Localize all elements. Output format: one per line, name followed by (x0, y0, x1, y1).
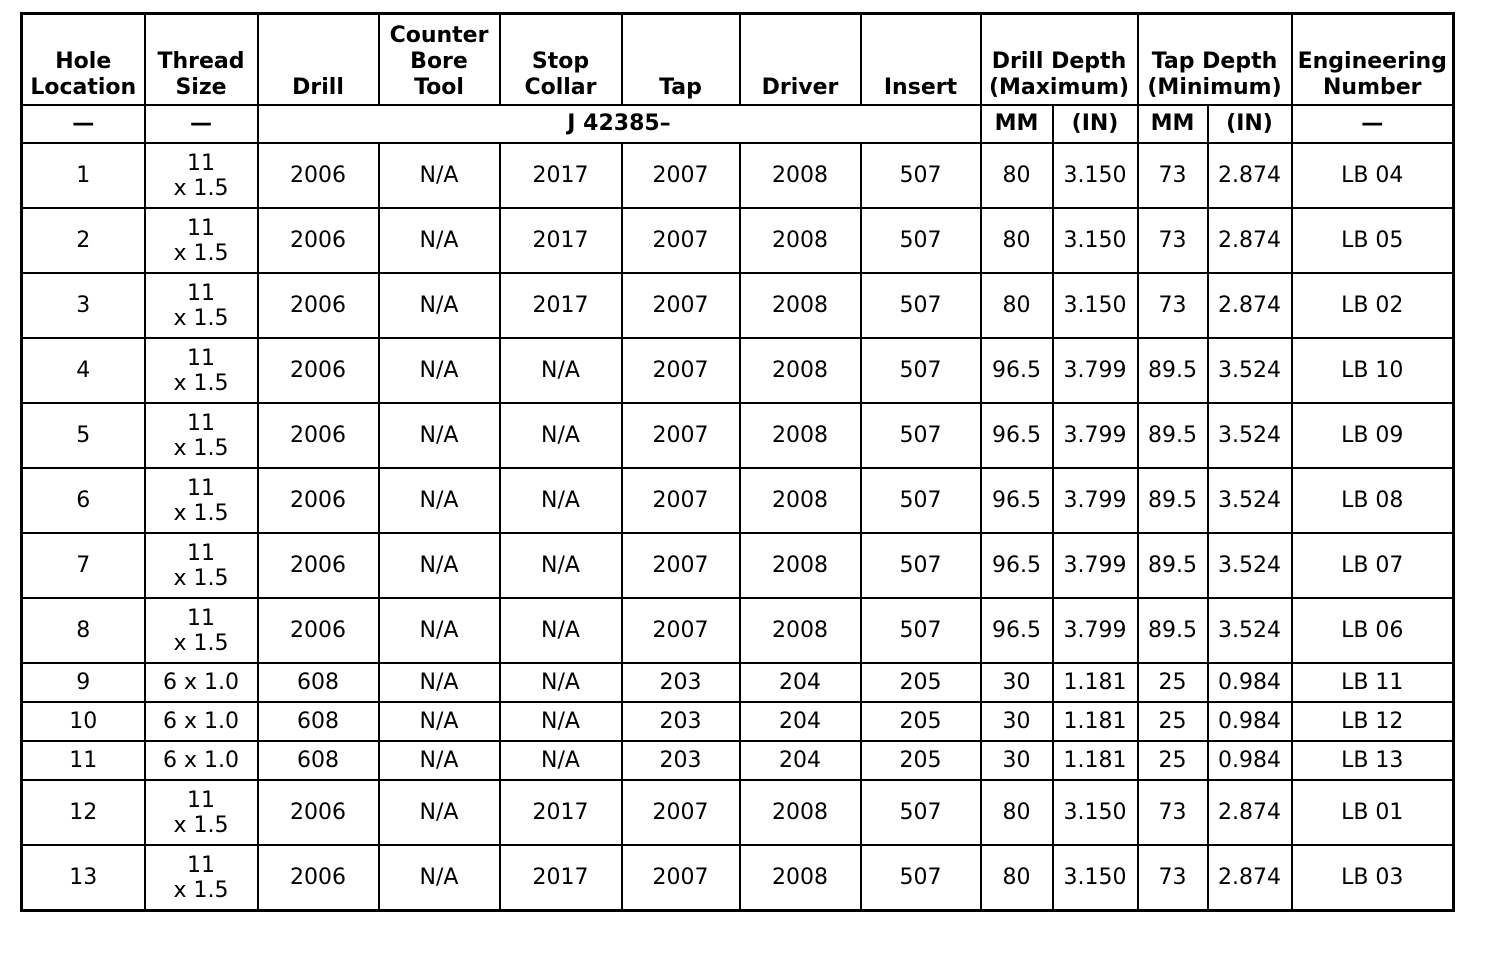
cell-tap-depth-in: 3.524 (1208, 403, 1292, 468)
cell-insert: 507 (861, 338, 981, 403)
subheader-row (22, 105, 1454, 143)
header-drill: Drill (258, 14, 379, 106)
cell-insert: 507 (861, 468, 981, 533)
cell-drill-depth-in: 3.150 (1053, 143, 1138, 208)
cell-thread-size: 11 x 1.5 (145, 338, 258, 403)
cell-drill: 2006 (258, 533, 379, 598)
cell-counter-bore-tool: N/A (379, 741, 500, 780)
cell-engineering-number: LB 11 (1292, 663, 1454, 702)
cell-tap: 203 (622, 663, 740, 702)
cell-drill-depth-in: 1.181 (1053, 702, 1138, 741)
cell-drill-depth-in: 3.150 (1053, 780, 1138, 845)
cell-hole-location: 4 (22, 338, 145, 403)
cell-counter-bore-tool: N/A (379, 208, 500, 273)
cell-stop-collar: 2017 (500, 143, 622, 208)
cell-counter-bore-tool: N/A (379, 598, 500, 663)
cell-engineering-number: LB 10 (1292, 338, 1454, 403)
cell-tap-depth-in: 3.524 (1208, 468, 1292, 533)
header-counter-bore-tool: Counter Bore Tool (379, 14, 500, 106)
cell-counter-bore-tool: N/A (379, 273, 500, 338)
cell-hole-location: 3 (22, 273, 145, 338)
cell-drill: 608 (258, 702, 379, 741)
cell-drill-depth-mm: 96.5 (981, 533, 1053, 598)
cell-tap: 2007 (622, 403, 740, 468)
table-row (22, 208, 1454, 273)
cell-hole-location: 10 (22, 702, 145, 741)
cell-driver: 2008 (740, 403, 861, 468)
cell-drill-depth-in: 3.150 (1053, 208, 1138, 273)
cell-counter-bore-tool: N/A (379, 845, 500, 911)
subheader-tap-mm: MM (1138, 105, 1208, 143)
cell-driver: 2008 (740, 533, 861, 598)
cell-counter-bore-tool: N/A (379, 338, 500, 403)
cell-tap-depth-mm: 89.5 (1138, 403, 1208, 468)
cell-insert: 507 (861, 533, 981, 598)
subheader-thread-size: — (145, 105, 258, 143)
cell-driver: 2008 (740, 208, 861, 273)
cell-counter-bore-tool: N/A (379, 780, 500, 845)
cell-tap-depth-mm: 73 (1138, 845, 1208, 911)
cell-tap-depth-in: 2.874 (1208, 780, 1292, 845)
cell-drill-depth-in: 3.799 (1053, 533, 1138, 598)
cell-drill-depth-mm: 96.5 (981, 403, 1053, 468)
cell-drill-depth-mm: 80 (981, 273, 1053, 338)
cell-counter-bore-tool: N/A (379, 468, 500, 533)
cell-insert: 507 (861, 598, 981, 663)
header-tap-depth: Tap Depth (Minimum) (1138, 14, 1292, 106)
cell-drill-depth-in: 3.799 (1053, 338, 1138, 403)
cell-thread-size: 11 x 1.5 (145, 468, 258, 533)
cell-tap-depth-in: 0.984 (1208, 741, 1292, 780)
cell-tap: 2007 (622, 143, 740, 208)
cell-drill: 2006 (258, 780, 379, 845)
cell-drill-depth-in: 3.799 (1053, 468, 1138, 533)
cell-hole-location: 7 (22, 533, 145, 598)
cell-insert: 205 (861, 663, 981, 702)
cell-hole-location: 8 (22, 598, 145, 663)
cell-insert: 507 (861, 208, 981, 273)
cell-hole-location: 12 (22, 780, 145, 845)
cell-engineering-number: LB 01 (1292, 780, 1454, 845)
cell-thread-size: 11 x 1.5 (145, 845, 258, 911)
cell-counter-bore-tool: N/A (379, 143, 500, 208)
cell-driver: 204 (740, 741, 861, 780)
cell-tap-depth-in: 0.984 (1208, 663, 1292, 702)
cell-driver: 2008 (740, 845, 861, 911)
header-row (22, 14, 1454, 106)
cell-counter-bore-tool: N/A (379, 702, 500, 741)
cell-engineering-number: LB 02 (1292, 273, 1454, 338)
cell-driver: 2008 (740, 273, 861, 338)
cell-tap-depth-mm: 73 (1138, 273, 1208, 338)
cell-tap-depth-mm: 89.5 (1138, 468, 1208, 533)
cell-tap-depth-mm: 89.5 (1138, 598, 1208, 663)
header-drill-depth: Drill Depth (Maximum) (981, 14, 1138, 106)
subheader-tap-in: (IN) (1208, 105, 1292, 143)
cell-insert: 507 (861, 273, 981, 338)
cell-drill-depth-in: 3.799 (1053, 598, 1138, 663)
header-insert: Insert (861, 14, 981, 106)
cell-insert: 507 (861, 845, 981, 911)
cell-engineering-number: LB 07 (1292, 533, 1454, 598)
cell-drill-depth-in: 1.181 (1053, 663, 1138, 702)
cell-counter-bore-tool: N/A (379, 663, 500, 702)
subheader-drill-mm: MM (981, 105, 1053, 143)
cell-drill-depth-mm: 96.5 (981, 468, 1053, 533)
subheader-tool-prefix: J 42385– (258, 105, 981, 143)
cell-hole-location: 13 (22, 845, 145, 911)
cell-tap: 2007 (622, 338, 740, 403)
cell-drill-depth-in: 3.150 (1053, 845, 1138, 911)
cell-engineering-number: LB 03 (1292, 845, 1454, 911)
cell-hole-location: 11 (22, 741, 145, 780)
cell-tap-depth-in: 0.984 (1208, 702, 1292, 741)
cell-thread-size: 6 x 1.0 (145, 702, 258, 741)
table-row (22, 143, 1454, 208)
cell-tap: 2007 (622, 845, 740, 911)
cell-tap: 2007 (622, 780, 740, 845)
cell-thread-size: 11 x 1.5 (145, 143, 258, 208)
cell-driver: 204 (740, 702, 861, 741)
header-stop-collar: Stop Collar (500, 14, 622, 106)
cell-tap-depth-in: 2.874 (1208, 208, 1292, 273)
cell-drill: 2006 (258, 468, 379, 533)
cell-drill: 2006 (258, 338, 379, 403)
subheader-engineering-number: — (1292, 105, 1454, 143)
cell-tap-depth-in: 3.524 (1208, 598, 1292, 663)
subheader-drill-in: (IN) (1053, 105, 1138, 143)
cell-tap-depth-in: 2.874 (1208, 273, 1292, 338)
cell-driver: 2008 (740, 143, 861, 208)
cell-hole-location: 5 (22, 403, 145, 468)
cell-tap-depth-mm: 73 (1138, 780, 1208, 845)
table-row (22, 273, 1454, 338)
header-tap: Tap (622, 14, 740, 106)
cell-driver: 2008 (740, 338, 861, 403)
cell-thread-size: 11 x 1.5 (145, 598, 258, 663)
table-row (22, 663, 1454, 702)
cell-counter-bore-tool: N/A (379, 533, 500, 598)
cell-stop-collar: 2017 (500, 780, 622, 845)
cell-hole-location: 9 (22, 663, 145, 702)
table-row (22, 741, 1454, 780)
header-hole-location: Hole Location (22, 14, 145, 106)
header-engineering-number: Engineering Number (1292, 14, 1454, 106)
cell-tap-depth-in: 3.524 (1208, 533, 1292, 598)
cell-drill: 2006 (258, 845, 379, 911)
cell-insert: 205 (861, 702, 981, 741)
cell-thread-size: 11 x 1.5 (145, 403, 258, 468)
cell-engineering-number: LB 06 (1292, 598, 1454, 663)
cell-hole-location: 2 (22, 208, 145, 273)
cell-tap-depth-mm: 25 (1138, 741, 1208, 780)
cell-engineering-number: LB 05 (1292, 208, 1454, 273)
cell-tap: 2007 (622, 533, 740, 598)
cell-drill-depth-in: 3.150 (1053, 273, 1138, 338)
cell-drill: 2006 (258, 208, 379, 273)
cell-stop-collar: N/A (500, 468, 622, 533)
cell-engineering-number: LB 04 (1292, 143, 1454, 208)
cell-stop-collar: N/A (500, 663, 622, 702)
cell-insert: 507 (861, 780, 981, 845)
cell-tap-depth-mm: 89.5 (1138, 533, 1208, 598)
cell-stop-collar: N/A (500, 533, 622, 598)
table-row (22, 403, 1454, 468)
header-thread-size: Thread Size (145, 14, 258, 106)
cell-insert: 507 (861, 143, 981, 208)
cell-tap: 2007 (622, 273, 740, 338)
cell-tap-depth-mm: 73 (1138, 143, 1208, 208)
cell-stop-collar: 2017 (500, 273, 622, 338)
cell-drill-depth-mm: 80 (981, 143, 1053, 208)
cell-stop-collar: 2017 (500, 845, 622, 911)
cell-hole-location: 1 (22, 143, 145, 208)
cell-engineering-number: LB 08 (1292, 468, 1454, 533)
cell-tap-depth-in: 3.524 (1208, 338, 1292, 403)
table-row (22, 598, 1454, 663)
cell-engineering-number: LB 12 (1292, 702, 1454, 741)
cell-thread-size: 11 x 1.5 (145, 273, 258, 338)
table-row (22, 533, 1454, 598)
cell-drill: 2006 (258, 403, 379, 468)
cell-drill: 2006 (258, 598, 379, 663)
cell-stop-collar: N/A (500, 741, 622, 780)
cell-engineering-number: LB 13 (1292, 741, 1454, 780)
cell-drill-depth-mm: 80 (981, 208, 1053, 273)
cell-tap: 2007 (622, 468, 740, 533)
cell-drill-depth-mm: 96.5 (981, 338, 1053, 403)
cell-drill-depth-mm: 80 (981, 780, 1053, 845)
cell-tap: 203 (622, 702, 740, 741)
cell-tap: 2007 (622, 598, 740, 663)
cell-drill-depth-mm: 30 (981, 663, 1053, 702)
cell-thread-size: 6 x 1.0 (145, 663, 258, 702)
table-row (22, 702, 1454, 741)
cell-drill: 2006 (258, 143, 379, 208)
cell-counter-bore-tool: N/A (379, 403, 500, 468)
cell-hole-location: 6 (22, 468, 145, 533)
cell-tap: 2007 (622, 208, 740, 273)
cell-drill: 608 (258, 663, 379, 702)
cell-tap-depth-mm: 73 (1138, 208, 1208, 273)
cell-drill-depth-mm: 80 (981, 845, 1053, 911)
cell-drill-depth-in: 3.799 (1053, 403, 1138, 468)
tool-specification-table (20, 12, 1455, 912)
cell-tap-depth-in: 2.874 (1208, 143, 1292, 208)
subheader-hole-location: — (22, 105, 145, 143)
cell-drill-depth-in: 1.181 (1053, 741, 1138, 780)
cell-drill-depth-mm: 30 (981, 702, 1053, 741)
cell-stop-collar: N/A (500, 598, 622, 663)
table-row (22, 780, 1454, 845)
cell-driver: 2008 (740, 468, 861, 533)
cell-drill-depth-mm: 96.5 (981, 598, 1053, 663)
cell-drill: 608 (258, 741, 379, 780)
cell-thread-size: 11 x 1.5 (145, 780, 258, 845)
cell-tap-depth-mm: 25 (1138, 663, 1208, 702)
cell-insert: 205 (861, 741, 981, 780)
cell-drill-depth-mm: 30 (981, 741, 1053, 780)
cell-driver: 204 (740, 663, 861, 702)
cell-tap-depth-mm: 89.5 (1138, 338, 1208, 403)
table-row (22, 468, 1454, 533)
cell-stop-collar: N/A (500, 403, 622, 468)
cell-stop-collar: N/A (500, 702, 622, 741)
cell-tap-depth-in: 2.874 (1208, 845, 1292, 911)
cell-tap-depth-mm: 25 (1138, 702, 1208, 741)
cell-stop-collar: 2017 (500, 208, 622, 273)
table-row (22, 338, 1454, 403)
cell-engineering-number: LB 09 (1292, 403, 1454, 468)
cell-thread-size: 11 x 1.5 (145, 208, 258, 273)
header-driver: Driver (740, 14, 861, 106)
cell-driver: 2008 (740, 780, 861, 845)
cell-tap: 203 (622, 741, 740, 780)
cell-driver: 2008 (740, 598, 861, 663)
cell-thread-size: 6 x 1.0 (145, 741, 258, 780)
cell-drill: 2006 (258, 273, 379, 338)
table-row (22, 845, 1454, 911)
cell-thread-size: 11 x 1.5 (145, 533, 258, 598)
cell-stop-collar: N/A (500, 338, 622, 403)
cell-insert: 507 (861, 403, 981, 468)
